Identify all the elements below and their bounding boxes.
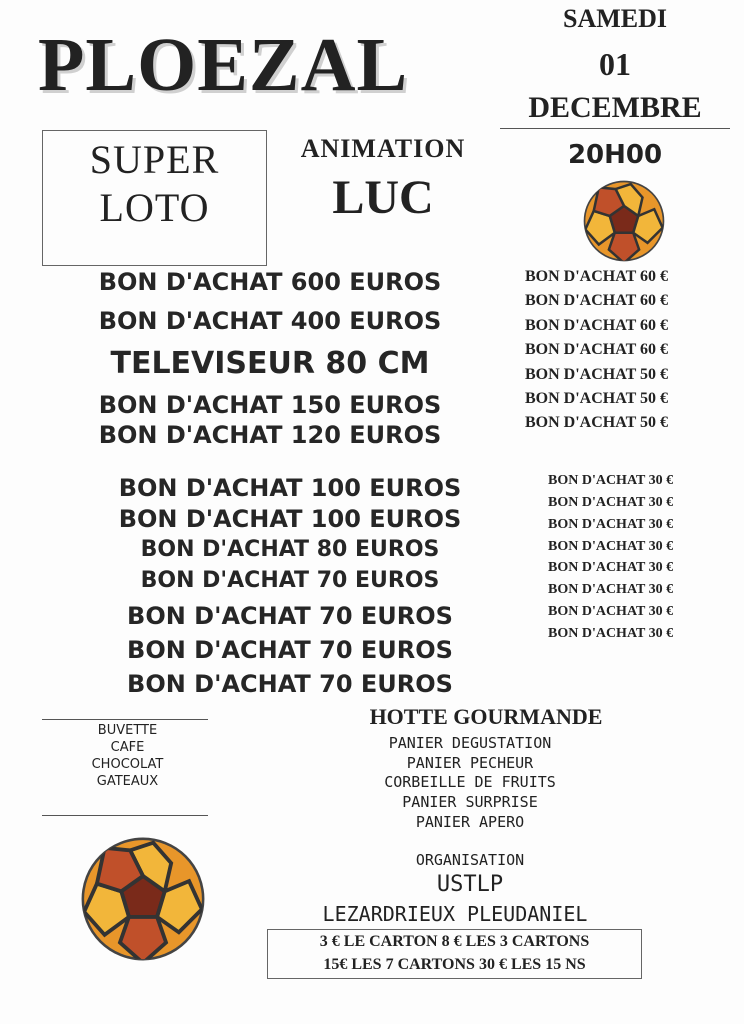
prize-item: BON D'ACHAT 400 EUROS	[98, 307, 442, 335]
event-date: 01	[599, 46, 631, 82]
date-divider	[500, 128, 730, 129]
side-prize-item: BON D'ACHAT 50 €	[525, 390, 668, 407]
side-prize-item: BON D'ACHAT 30 €	[548, 539, 674, 554]
pricing-line: 3 € LE CARTON 8 € LES 3 CARTONS	[319, 933, 590, 950]
loto-label: LOTO	[99, 185, 210, 230]
prize-item: BON D'ACHAT 100 EUROS	[118, 474, 462, 502]
side-prize-item: BON D'ACHAT 30 €	[548, 517, 674, 532]
side-prize-item: BON D'ACHAT 30 €	[548, 473, 674, 488]
animation-label: ANIMATION	[300, 134, 466, 163]
soccer-ball-icon	[78, 835, 208, 963]
hotte-item: PANIER PECHEUR	[406, 754, 534, 772]
prize-item: BON D'ACHAT 150 EUROS	[98, 391, 442, 419]
side-prize-item: BON D'ACHAT 60 €	[525, 317, 668, 334]
side-prize-item: BON D'ACHAT 60 €	[525, 341, 668, 358]
prize-item: BON D'ACHAT 100 EUROS	[118, 505, 462, 533]
buvette-bottom-line	[42, 815, 208, 816]
event-month: DECEMBRE	[528, 91, 702, 124]
buvette-item: CHOCOLAT	[91, 757, 164, 772]
prize-item: TELEVISEUR 80 CM	[110, 346, 430, 381]
buvette-item: GATEAUX	[96, 774, 159, 789]
soccer-ball-icon	[582, 179, 666, 263]
prize-item: BON D'ACHAT 120 EUROS	[98, 421, 442, 449]
event-time: 20H00	[567, 140, 663, 170]
side-prize-item: BON D'ACHAT 30 €	[548, 495, 674, 510]
event-day: SAMEDI	[562, 4, 667, 33]
buvette-item: CAFE	[110, 740, 145, 755]
organisation-place: LEZARDRIEUX PLEUDANIEL	[322, 902, 588, 926]
side-prize-item: BON D'ACHAT 30 €	[548, 582, 674, 597]
super-label: SUPER	[89, 137, 220, 182]
organisation-name: USTLP	[436, 872, 504, 897]
side-prize-item: BON D'ACHAT 30 €	[548, 604, 674, 619]
hotte-item: PANIER APERO	[415, 813, 525, 831]
buvette-top-line	[42, 719, 208, 720]
poster-title: PLOEZAL	[38, 23, 409, 107]
side-prize-item: BON D'ACHAT 50 €	[525, 366, 668, 383]
hotte-item: CORBEILLE DE FRUITS	[384, 773, 556, 791]
prize-item: BON D'ACHAT 70 EUROS	[127, 670, 453, 698]
prize-item: BON D'ACHAT 70 EUROS	[127, 636, 453, 664]
animator-name: LUC	[332, 171, 434, 224]
pricing-line: 15€ LES 7 CARTONS 30 € LES 15 NS	[323, 956, 586, 973]
side-prize-item: BON D'ACHAT 60 €	[525, 268, 668, 285]
side-prize-item: BON D'ACHAT 30 €	[548, 560, 674, 575]
buvette-item: BUVETTE	[97, 723, 158, 738]
side-prize-item: BON D'ACHAT 50 €	[525, 414, 668, 431]
hotte-item: PANIER DEGUSTATION	[388, 734, 552, 752]
prize-item: BON D'ACHAT 70 EUROS	[140, 568, 440, 593]
side-prize-item: BON D'ACHAT 30 €	[548, 626, 674, 641]
prize-item: BON D'ACHAT 70 EUROS	[127, 602, 453, 630]
organisation-label: ORGANISATION	[415, 851, 525, 869]
hotte-item: PANIER SURPRISE	[402, 793, 538, 811]
prize-item: BON D'ACHAT 80 EUROS	[140, 537, 440, 562]
hotte-title: HOTTE GOURMANDE	[369, 704, 603, 729]
side-prize-item: BON D'ACHAT 60 €	[525, 292, 668, 309]
prize-item: BON D'ACHAT 600 EUROS	[98, 268, 442, 296]
